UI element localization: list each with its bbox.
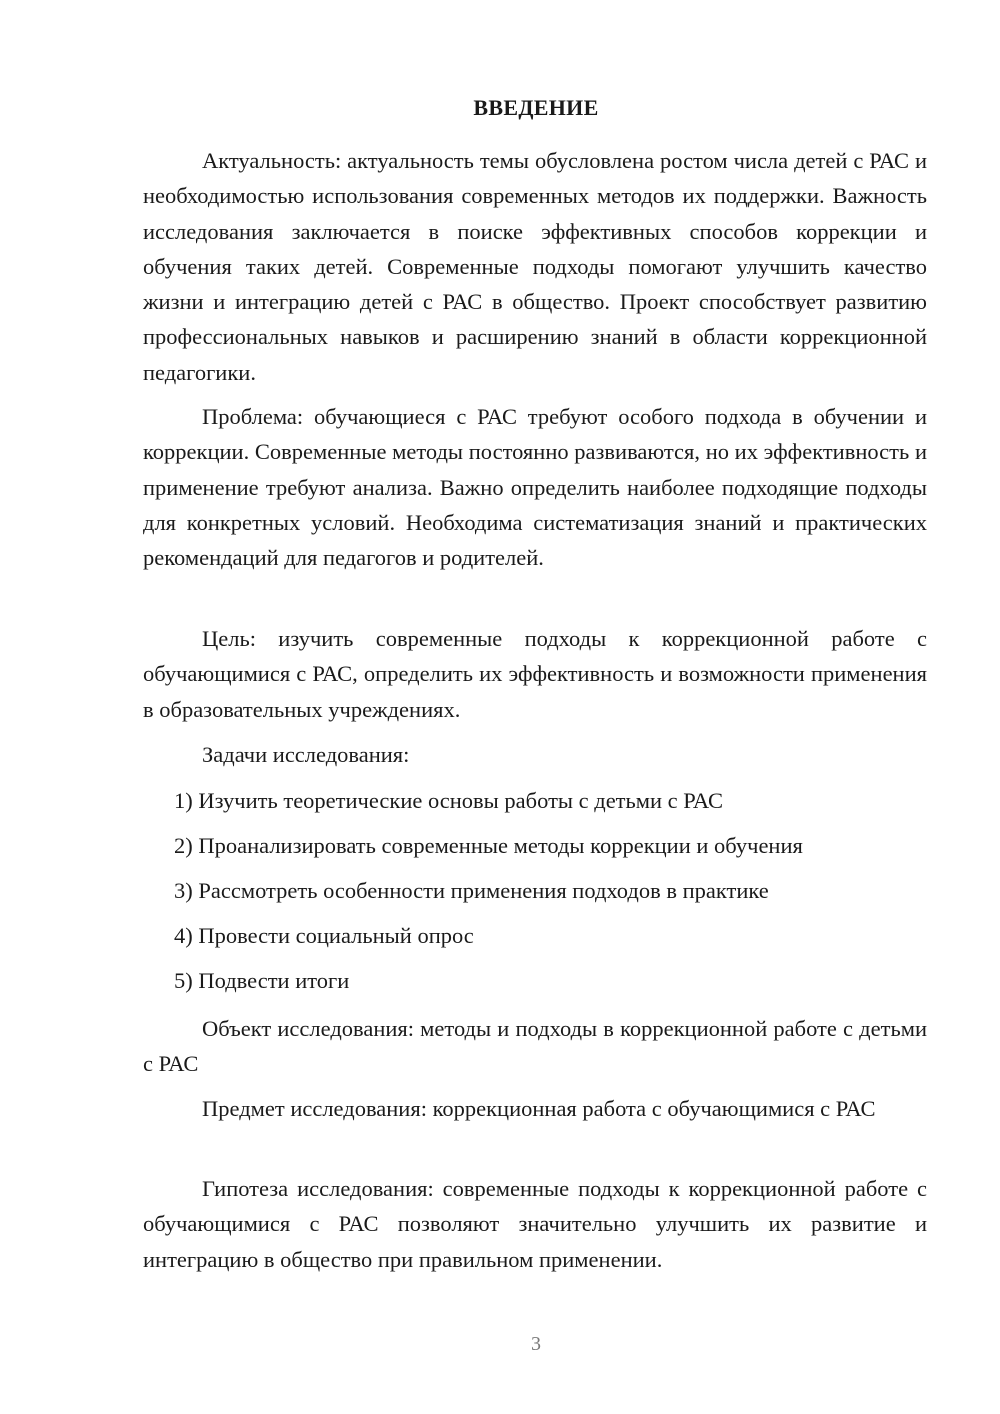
task-item: 5) Подвести итоги xyxy=(174,968,350,993)
task-item: 1) Изучить теоретические основы работы с детьми с РАС xyxy=(174,788,724,813)
goal-paragraph: Цель: изучить современные подходы к коррекционной работе с обучающимися с РАС, определить их эффективность и возможности применения в образовательных учреждениях. xyxy=(143,626,927,722)
tasks-title: Задачи исследования: xyxy=(202,742,410,767)
task-item: 3) Рассмотреть особенности применения подходов в практике xyxy=(174,878,769,903)
page-number: 3 xyxy=(531,1333,541,1355)
task-item: 4) Провести социальный опрос xyxy=(174,923,474,948)
task-item: 2) Проанализировать современные методы коррекции и обучения xyxy=(174,833,803,858)
hypothesis-paragraph: Гипотеза исследования: современные подходы к коррекционной работе с обучающимися с РАС позволяют значительно улучшить их развитие и интеграцию в общество при правильном применении. xyxy=(143,1176,927,1272)
subject-paragraph: Предмет исследования: коррекционная работа с обучающимися с РАС xyxy=(202,1096,876,1121)
relevance-paragraph: Актуальность: актуальность темы обусловлена ростом числа детей с РАС и необходимостью использования современных методов их поддержки. Важность исследования заключается в поиске эффективных способов коррекции и обучения таких детей. Современные подходы помогают улучшить качество жизни и интеграцию детей с РАС в общество. Проект способствует развитию профессиональных навыков и расширению знаний в области коррекционной педагогики. xyxy=(143,148,927,385)
problem-paragraph: Проблема: обучающиеся с РАС требуют особого подхода в обучении и коррекции. Современные методы постоянно развиваются, но их эффективность и применение требуют анализа. Важно определить наиболее подходящие подходы для конкретных условий. Необходима систематизация знаний и практических рекомендаций для педагогов и родителей. xyxy=(143,404,927,571)
page-title: ВВЕДЕНИЕ xyxy=(473,95,599,120)
object-paragraph: Объект исследования: методы и подходы в коррекционной работе с детьми с РАС xyxy=(143,1016,927,1077)
